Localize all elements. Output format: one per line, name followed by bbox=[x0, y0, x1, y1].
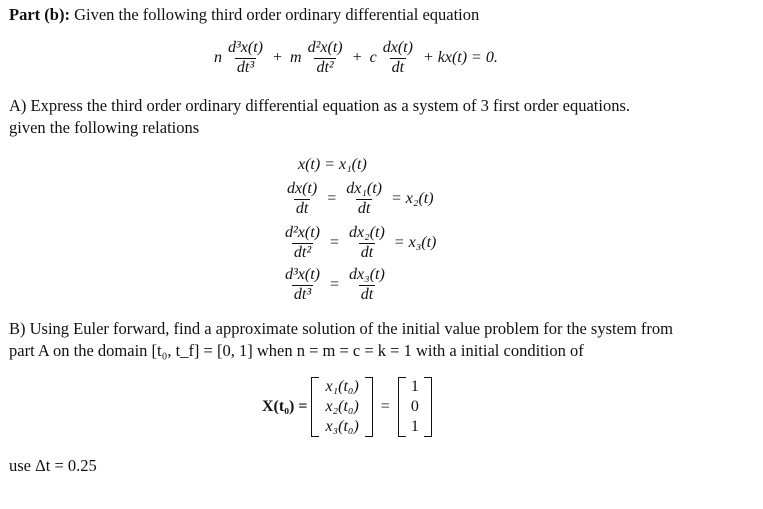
relation-2-end: = x₂(t) bbox=[391, 189, 434, 207]
relation-2-right-numerator: dx₁(t) bbox=[346, 180, 382, 197]
section-a-line2: given the following relations bbox=[9, 118, 200, 137]
ode-term2-denominator: dt² bbox=[316, 58, 334, 76]
relation-2-right-denominator: dt bbox=[357, 199, 371, 217]
relation-4-right-denominator: dt bbox=[360, 285, 374, 303]
state-vector-entry-1: x₁(t₀) bbox=[325, 378, 359, 395]
initial-value-1: 1 bbox=[410, 378, 419, 395]
left-bracket bbox=[311, 377, 319, 437]
section-b-line1: B) Using Euler forward, find a approximate solution of the initial value problem for the system from bbox=[9, 319, 673, 338]
relation-2-right-fraction bbox=[344, 181, 384, 218]
relation-2-left-numerator: dx(t) bbox=[287, 180, 318, 197]
section-a-line1: A) Express the third order ordinary differential equation as a system of 3 first order equations. bbox=[9, 96, 631, 115]
relation-3 bbox=[283, 225, 436, 262]
relation-2-equals: = bbox=[327, 189, 337, 207]
part-b-heading bbox=[9, 4, 479, 26]
ode-coef-c: c bbox=[369, 48, 377, 66]
relation-3-equals: = bbox=[330, 233, 340, 251]
left-bracket bbox=[398, 377, 406, 437]
part-b-intro: Given the following third order ordinary differential equation bbox=[74, 5, 480, 24]
relation-3-left-denominator: dt² bbox=[293, 243, 312, 261]
ode-term1-fraction bbox=[226, 40, 265, 77]
relation-2 bbox=[285, 181, 434, 218]
relation-3-right-fraction bbox=[347, 225, 387, 262]
ode-coef-n: n bbox=[214, 48, 222, 66]
state-vector-entry-2: x₂(t₀) bbox=[325, 398, 359, 415]
relation-3-right-denominator: dt bbox=[360, 243, 374, 261]
initial-values-matrix bbox=[398, 377, 432, 437]
initial-condition bbox=[262, 377, 432, 437]
relation-2-left-denominator: dt bbox=[295, 199, 309, 217]
relation-3-end: = x₃(t) bbox=[393, 233, 437, 251]
step-size-note: use Δt = 0.25 bbox=[9, 456, 97, 475]
ode-plus-1: + bbox=[273, 48, 283, 66]
relation-4-right-fraction bbox=[347, 267, 387, 304]
ode-term3-numerator: dx(t) bbox=[382, 39, 413, 56]
ode-equation bbox=[214, 40, 498, 77]
relation-2-left-fraction bbox=[285, 181, 319, 218]
initial-condition-equals: = bbox=[380, 398, 390, 415]
relation-4-equals: = bbox=[330, 275, 340, 293]
state-vector-matrix bbox=[311, 377, 372, 437]
relation-3-left-fraction bbox=[283, 225, 322, 262]
ode-term2-numerator: d²x(t) bbox=[307, 39, 343, 56]
ode-term2-fraction bbox=[306, 40, 345, 77]
relation-4-left-fraction bbox=[283, 267, 322, 304]
relation-3-left-numerator: d²x(t) bbox=[285, 224, 320, 241]
ode-tail: + kx(t) = 0. bbox=[422, 48, 498, 66]
ode-coef-m: m bbox=[290, 48, 302, 66]
relation-4 bbox=[283, 267, 387, 304]
ode-term1-numerator: d³x(t) bbox=[228, 39, 263, 56]
ode-plus-2: + bbox=[352, 48, 362, 66]
relation-4-right-numerator: dx₃(t) bbox=[349, 266, 385, 283]
state-vector-entry-3: x₃(t₀) bbox=[325, 418, 359, 435]
relation-3-right-numerator: dx₂(t) bbox=[349, 224, 385, 241]
initial-condition-lhs: X(t₀) = bbox=[262, 398, 308, 415]
state-vector-column bbox=[319, 377, 364, 437]
section-b-line2: part A on the domain [t₀, t_f] = [0, 1] when n = m = c = k = 1 with a initial condition of bbox=[9, 341, 584, 360]
initial-values-column bbox=[406, 377, 424, 437]
ode-term1-denominator: dt³ bbox=[236, 58, 255, 76]
relation-4-left-denominator: dt³ bbox=[293, 285, 312, 303]
ode-term3-denominator: dt bbox=[391, 58, 405, 76]
initial-value-3: 1 bbox=[410, 418, 419, 435]
ode-term3-fraction bbox=[381, 40, 415, 77]
right-bracket bbox=[365, 377, 373, 437]
initial-value-2: 0 bbox=[410, 398, 419, 415]
right-bracket bbox=[424, 377, 432, 437]
relation-4-left-numerator: d³x(t) bbox=[285, 266, 320, 283]
relation-1: x(t) = x₁(t) bbox=[298, 156, 367, 173]
part-b-label: Part (b): bbox=[9, 5, 70, 24]
